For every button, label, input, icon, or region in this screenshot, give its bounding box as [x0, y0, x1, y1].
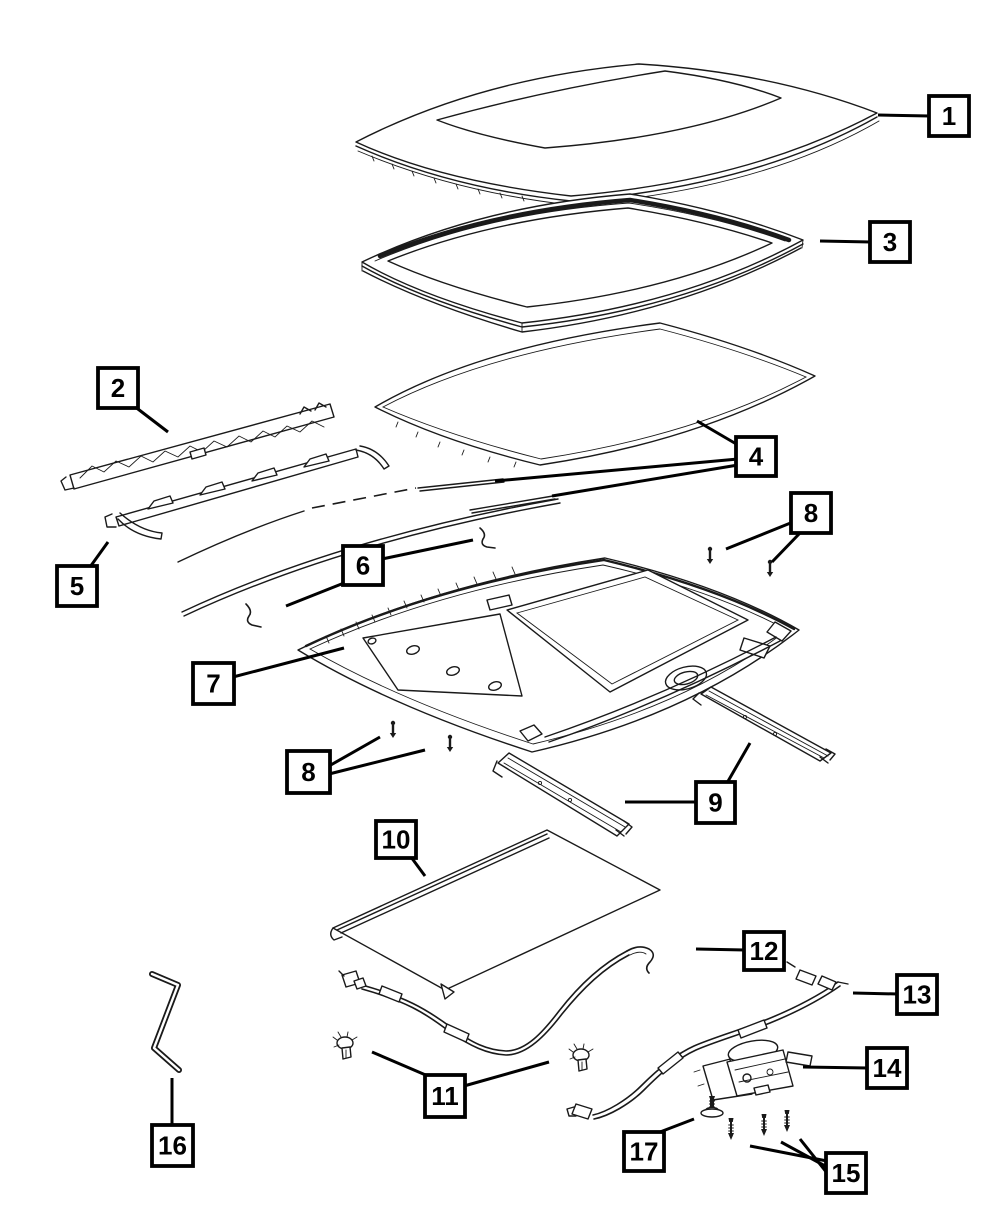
clip-icon: [333, 1032, 357, 1059]
leader-line-8b: [329, 750, 425, 774]
callout-label-13: 13: [902, 979, 932, 1010]
frame-assembly-part: [298, 558, 799, 752]
callout-2[interactable]: [98, 368, 168, 432]
callout-label-11: 11: [431, 1081, 459, 1111]
screw-icon: [447, 735, 453, 752]
callout-1[interactable]: [878, 96, 969, 136]
callout-8b[interactable]: [287, 737, 425, 793]
callout-3[interactable]: [820, 222, 910, 262]
screw-icon: [761, 1114, 767, 1136]
screw-icon: [784, 1110, 790, 1132]
callout-12[interactable]: [696, 932, 784, 970]
callout-label-6: 6: [355, 550, 371, 581]
leader-line-14: [803, 1067, 868, 1068]
callout-label-16: 16: [158, 1130, 187, 1161]
leader-line-6: [286, 583, 344, 606]
leader-line-17: [660, 1119, 694, 1132]
leader-line-13: [853, 993, 898, 994]
callout-15[interactable]: [750, 1139, 866, 1193]
callout-11[interactable]: [372, 1052, 549, 1117]
callout-label-9: 9: [708, 787, 723, 818]
arc-clip-icon: [480, 528, 495, 548]
callout-label-5: 5: [69, 571, 85, 601]
hex-wrench-part: [152, 974, 179, 1070]
screw-icon: [767, 560, 773, 577]
leader-line-1: [878, 115, 930, 116]
callout-17[interactable]: [624, 1119, 694, 1171]
callout-label-14: 14: [872, 1053, 902, 1083]
leader-line-8a: [726, 522, 793, 549]
motor-part: [694, 1037, 812, 1100]
callout-label-7: 7: [206, 668, 221, 699]
callout-16[interactable]: [152, 1078, 193, 1166]
screw-icon: [707, 547, 713, 564]
leader-line-4: [552, 465, 738, 496]
leader-line-9: [727, 743, 750, 783]
callout-label-10: 10: [381, 824, 411, 855]
callout-label-12: 12: [749, 936, 779, 966]
leader-line-6: [382, 540, 473, 559]
leader-line-11: [372, 1052, 428, 1076]
screw-icon: [728, 1118, 734, 1140]
drain-tube-part: [567, 962, 848, 1119]
leader-line-11: [464, 1062, 549, 1086]
callout-label-8b: 8: [301, 757, 316, 787]
callout-8a[interactable]: [726, 493, 831, 562]
wind-deflector-part: [61, 403, 334, 490]
callout-label-3: 3: [882, 227, 898, 257]
callout-13[interactable]: [853, 975, 937, 1014]
callout-label-4: 4: [748, 441, 764, 472]
sunroof-glass-part: [375, 323, 815, 513]
seal-ring-part: [362, 194, 803, 332]
callout-9[interactable]: [625, 743, 750, 823]
arc-clip-icon: [246, 604, 261, 627]
callout-label-17: 17: [629, 1136, 659, 1167]
leader-line-3: [820, 241, 871, 242]
callout-5[interactable]: [57, 542, 108, 606]
roof-panel-part: [356, 64, 879, 205]
leader-line-8a: [772, 533, 800, 562]
leader-line-5: [90, 542, 108, 567]
callout-label-2: 2: [110, 373, 126, 403]
screw-icon: [390, 721, 396, 738]
callout-10[interactable]: [376, 821, 425, 876]
callout-label-8a: 8: [803, 498, 819, 528]
callout-label-15: 15: [831, 1158, 861, 1188]
callout-14[interactable]: [803, 1048, 907, 1088]
leader-line-12: [696, 949, 745, 950]
callout-label-1: 1: [941, 101, 957, 131]
leader-line-4: [697, 421, 738, 445]
clip-icon: [569, 1044, 593, 1071]
motor-screws-part: [728, 1110, 790, 1140]
